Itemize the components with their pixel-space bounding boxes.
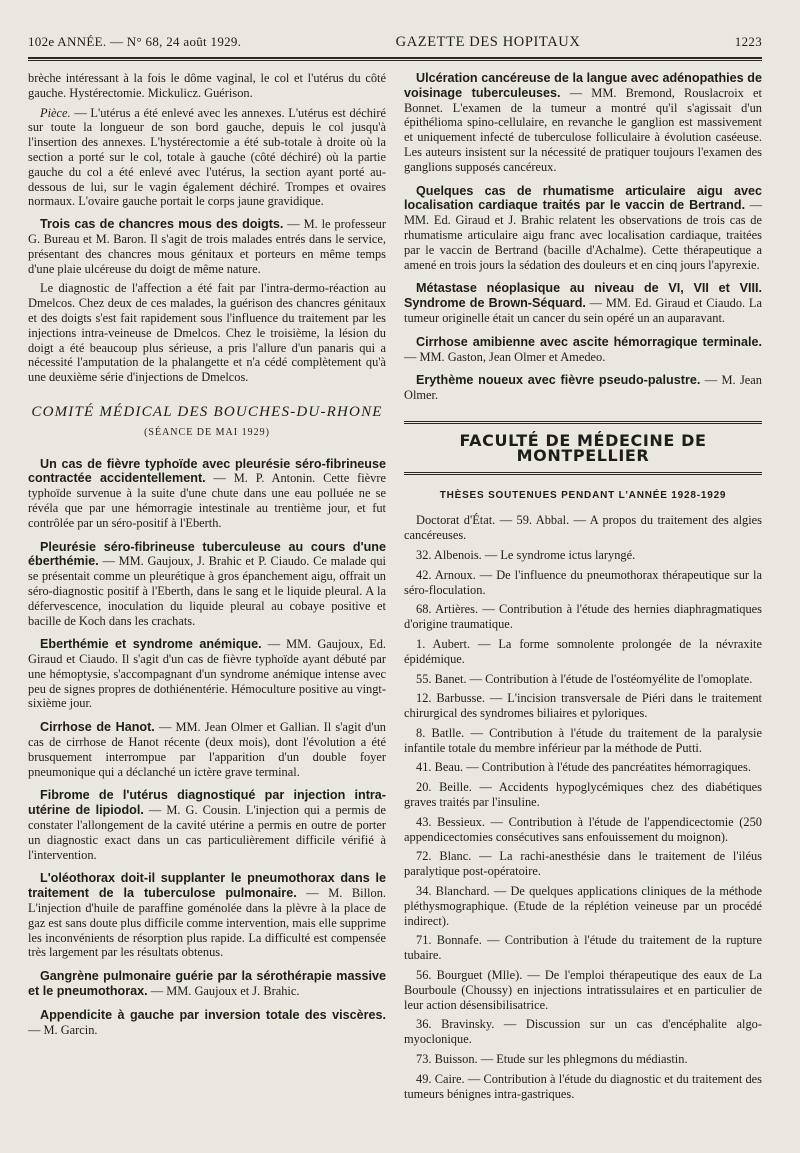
- label: Pièce.: [40, 105, 71, 120]
- entry-text: — MM. Gaston, Jean Olmer et Amedeo.: [404, 349, 606, 364]
- thesis-item: 73. Buisson. — Etude sur les phlegmons du médiastin.: [416, 1052, 688, 1067]
- columns: [28, 71, 762, 1106]
- right-column: [404, 71, 762, 1106]
- page-header: [28, 34, 762, 55]
- entry-text: — M. le professeur G. Bureau et M. Baron. Il s'agit de trois malades entrés dans le service, présentant des chancres mous génitaux et porteurs en même temps d'une plaie ulcéreuse du doigt de même nature.: [28, 217, 387, 276]
- seance-date: (SÉANCE DE MAI 1929): [144, 426, 270, 438]
- entry: [404, 184, 762, 273]
- theses-title: THÈSES SOUTENUES PENDANT L'ANNÉE 1928-1929: [439, 489, 727, 501]
- theses-list: [404, 513, 762, 1101]
- entry-text: — M. Billon. L'injection d'huile de paraffine goménolée dans la plèvre à la place de gaz est sans doute plus difficile comme intervention, mais elle supprime les inconvénients de résorption plus rapide. La difficulté est compensée très largement par les résultats obtenus.: [28, 886, 386, 960]
- section-title: COMITÉ MÉDICAL DES BOUCHES-DU-RHONE: [31, 403, 383, 420]
- entries-list: [404, 71, 762, 403]
- entry: [28, 457, 386, 531]
- entry-text: — M. P. Antonin. Cette fièvre typhoïde survenue à la suite d'une chute dans une eau polluée ne se révéla que par une hémorragie intestinale au trentième jour, et fut contrôlée par un séro-positif à l'Eberth.: [28, 471, 386, 530]
- thesis-item: 42. Arnoux. — De l'influence du pneumothorax thérapeutique sur la séro-floculation.: [404, 567, 762, 597]
- header-rule-thin: [28, 60, 762, 61]
- entry: [28, 1008, 386, 1038]
- thesis-item: 20. Beille. — Accidents hypoglycémiques chez des diabétiques graves traités par l'insuline.: [404, 780, 762, 810]
- thesis-item: 72. Blanc. — La rachi-anesthésie dans le traitement de l'iléus paralytique post-opératoire.: [404, 849, 762, 879]
- thesis-item: 49. Caire. — Contribution à l'étude du diagnostic et du traitement des tumeurs bénignes intra-gastriques.: [404, 1071, 762, 1101]
- entry-text: — MM. Gaujoux et J. Brahic.: [147, 984, 300, 999]
- thesis-item: 12. Barbusse. — L'incision transversale de Piéri dans le traitement chirurgical des syndromes biliaires et pyloriques.: [404, 691, 762, 721]
- entry-title: L'oléothorax doit-il supplanter le pneumothorax dans le traitement de la tuberculose pulmonaire.: [28, 871, 386, 901]
- entry-title: Cirrhose amibienne avec ascite hémorragique terminale.: [416, 334, 762, 349]
- entry-title: Gangrène pulmonaire guérie par la sérothérapie massive et le pneumothorax.: [28, 969, 386, 999]
- entry-text: — MM. Ed. Giraud et J. Brahic relatent les observations de trois cas de rhumatisme articulaire aigu franc avec localisation cardiaque, traitées par le vaccin de Bertrand (bacille d'Achalme). Cette thérapeutique a amené en trois jours la sédation des douleurs et en cinq jours l'apyrexie.: [404, 198, 762, 272]
- entry: [404, 335, 762, 365]
- thesis-item: 8. Batlle. — Contribution à l'étude du traitement de la paralysie infantile totale du membre inférieur par la méthode de Putti.: [404, 725, 762, 755]
- entry: [28, 540, 386, 629]
- entry: [28, 217, 386, 276]
- entry-title: Appendicite à gauche par inversion totale des viscères.: [40, 1007, 386, 1022]
- journal-title: GAZETTE DES HOPITAUX: [395, 34, 581, 50]
- edition-info: 102e ANNÉE. — N° 68, 24 août 1929.: [28, 34, 242, 49]
- text: — L'utérus a été enlevé avec les annexes. L'utérus est déchiré sur toute la longueur de son bord gauche, depuis le col jusqu'à l'insertion des annexes. L'hystérectomie a été sub-totale à droite où la section a porté sur le col, totale à gauche (côté déchiré) où la partie gauche du col a été enlevé avec l'utérus, la section ayant porté au-dessous de lui, sur le vagin également déchiré. Trompes et ovaires normaux. L'ovaire gauche portait le corps jaune gravidique.: [28, 105, 386, 209]
- entry-title: Quelques cas de rhumatisme articulaire aigu avec localisation cardiaque traités par le vaccin de Bertrand.: [404, 183, 762, 213]
- entry-text: — MM. Gaujoux, Ed. Giraud et Ciaudo. Il s'agit d'un cas de fièvre typhoïde ayant débuté par une hémoptysie, s'accompagnant d'un syndrome anémique intense avec peu de signes propres de dothiénentérie. Hémoculture positive au vingt-sixième jour.: [28, 637, 387, 711]
- paragraph: Le diagnostic de l'affection a été fait par l'intra-dermo-réaction au Dmelcos. Chez deux de ces malades, la guérison des chancres génitaux et des doigts s'est fait rapidement sous l'influence du traitement par les injections intra-veineuse de Dmelcos. Chez le troisième, la lésion du doigt a été beaucoup plus sérieuse, a pris l'allure d'un panaris qui a nécessité l'amputation de la phalangette et n'a cédé complètement qu'à une deuxième série d'injections de Dmelcos.: [28, 281, 386, 385]
- thesis-item: 68. Artières. — Contribution à l'étude des hernies diaphragmatiques d'origine traumatique.: [404, 602, 762, 632]
- thesis-item: 41. Beau. — Contribution à l'étude des pancréatites hémorragiques.: [416, 760, 751, 775]
- paragraph: brèche intéressant à la fois le dôme vaginal, le col et l'utérus du côté gauche. Hystérectomie. Mickulicz. Guérison.: [28, 71, 386, 100]
- entry-text: — M. Garcin.: [28, 1022, 98, 1037]
- entry-text: — M. Jean Olmer.: [404, 373, 762, 403]
- entry-title: Erythème noueux avec fièvre pseudo-palustre.: [416, 373, 701, 388]
- entry-title: Ulcération cancéreuse de la langue avec adénopathies de voisinage tuberculeuses.: [404, 71, 762, 100]
- entry: [28, 788, 386, 862]
- entry: [404, 71, 762, 175]
- entry: [404, 281, 762, 325]
- entry-text: — MM. Jean Olmer et Gallian. Il s'agit d'un cas de cirrhose de Hanot récente (deux mois), dont l'évolution a été brusquement interrompue par l'apparition d'un double foyer pneumonique qui a déclanché un ictère grave terminal.: [28, 720, 386, 779]
- thesis-item: 32. Albenois. — Le syndrome ictus laryngé.: [416, 547, 636, 562]
- entries-list: [28, 457, 386, 1038]
- entry: [28, 871, 386, 960]
- entry-title: Métastase néoplasique au niveau de VI, VII et VIII. Syndrome de Brown-Séquard.: [404, 281, 762, 311]
- entry: [404, 373, 762, 403]
- entry-title: Eberthémie et syndrome anémique.: [40, 637, 262, 652]
- entry-title: Pleurésie séro-fibrineuse tuberculeuse au cours d'une éberthémie.: [28, 539, 386, 569]
- entry: [28, 969, 386, 999]
- thesis-item: 56. Bourguet (Mlle). — De l'emploi thérapeutique des eaux de La Bourboule (Choussy) en injections intratissulaires et en particulier de leur action désensibilisatrice.: [404, 968, 762, 1012]
- paragraph: [28, 106, 386, 210]
- thesis-item: 55. Banet. — Contribution à l'étude de l'ostéomyélite de l'omoplate.: [416, 671, 753, 686]
- left-column: [28, 71, 386, 1106]
- thesis-item: 34. Blanchard. — De quelques applications cliniques de la méthode pléthysmographique. (Etude de la réplétion veineuse par un procédé indirect).: [404, 884, 762, 928]
- entry: [28, 720, 386, 779]
- thesis-item: 43. Bessieux. — Contribution à l'étude de l'appendicectomie (250 appendicectomies consécutives sans enfouissement du moignon).: [404, 814, 762, 844]
- thesis-item: Doctorat d'État. — 59. Abbal. — A propos du traitement des algies cancéreuses.: [404, 513, 762, 543]
- entry-title: Trois cas de chancres mous des doigts.: [40, 217, 284, 232]
- entry: [28, 637, 386, 711]
- page-number: 1223: [734, 34, 762, 49]
- thesis-item: 36. Bravinsky. — Discussion sur un cas d'encéphalite algo-myoclonique.: [404, 1017, 762, 1047]
- entry-text: — MM. Bremond, Rouslacroix et Bonnet. L'examen de la tumeur a montré qu'il s'agissait d'un épithélioma spino-cellulaire, en revanche le ganglion est massivement et uniquement infecté de tuberculose folliculaire à évolution caséeuse. Les auteurs insistent sur la nécessité de pratiquer toujours l'examen des ganglions supposés cancéreux.: [404, 85, 762, 174]
- thesis-item: 71. Bonnafe. — Contribution à l'étude du traitement de la rupture tubaire.: [404, 933, 762, 963]
- entry-title: Fibrome de l'utérus diagnostiqué par injection intra-utérine de lipiodol.: [28, 788, 386, 818]
- entry-text: — MM. Ed. Giraud et Ciaudo. La tumeur originelle était un cancer du sein opéré un an auparavant.: [404, 296, 762, 325]
- thesis-item: 1. Aubert. — La forme somnolente prolongée de la névraxite épidémique.: [404, 636, 762, 666]
- header-rule: [28, 57, 762, 59]
- entry-title: Un cas de fièvre typhoïde avec pleurésie séro-fibrineuse contractée accidentellement.: [28, 456, 386, 486]
- entry-title: Cirrhose de Hanot.: [40, 720, 155, 735]
- entry-text: — M. G. Cousin. L'injection qui a permis de constater l'allongement de la cavité utérine a permis en outre de porter un diagnostic exact dans un cas particulièrement difficile vérifié à l'intervention.: [28, 803, 386, 862]
- faculty-title: FACULTÉ DE MÉDECINE DE MONTPELLIER: [404, 421, 762, 475]
- entry-text: — MM. Gaujoux, J. Brahic et P. Ciaudo. Ce malade qui se présentait comme un pleurétique à gros épanchement aigu, offrait un séro-diagnostic positif à l'Eberth, dans le sang et le liquide pleural. A la défervescence, inoculation du liquide pleural au cobaye positive et bacille de Koch dans les crachats.: [28, 554, 386, 628]
